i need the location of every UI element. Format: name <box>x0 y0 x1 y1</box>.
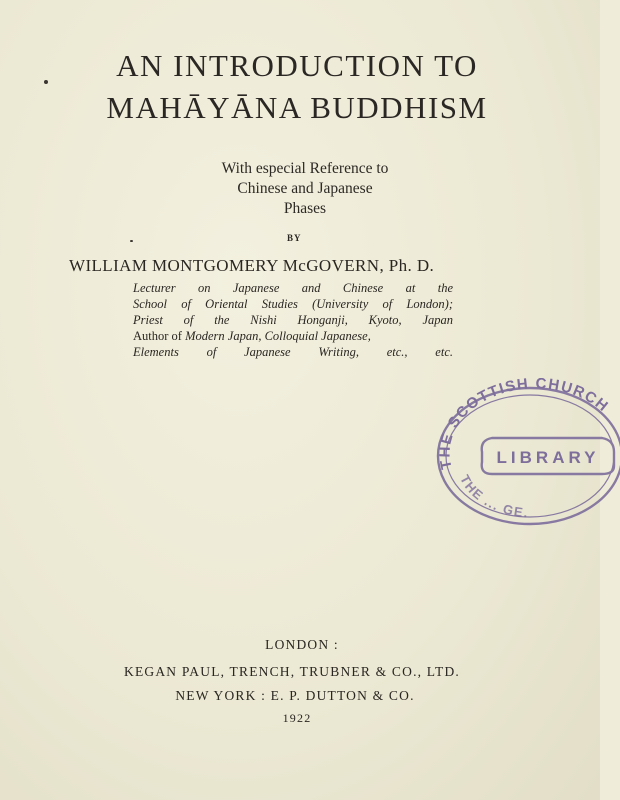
publication-year: 1922 <box>282 711 312 725</box>
credential-text: School of Oriental Studies (University of London); <box>133 297 453 311</box>
publisher-branch: NEW YORK : E. P. DUTTON & CO. <box>175 688 415 703</box>
publisher-city: LONDON : <box>265 637 339 652</box>
credential-text: Author of <box>133 329 186 343</box>
credential-text: Lecturer on Japanese and Chinese at the <box>133 281 453 295</box>
stamp-upper-text: THE SCOTTISH CHURCH <box>436 378 613 471</box>
book-title-line-2: MAHĀYĀNA BUDDHISM <box>106 90 488 125</box>
subtitle-line-3: Phases <box>283 200 327 217</box>
credential-line-4 <box>133 328 453 345</box>
credential-line-3 <box>133 312 453 329</box>
subtitle-line-2: Chinese and Japanese <box>237 180 373 197</box>
book-title-line-1: AN INTRODUCTION TO <box>116 48 478 83</box>
by-label: BY <box>287 233 302 243</box>
stamp-lower-text: THE ... GE. <box>457 472 530 521</box>
subtitle-line-1: With especial Reference to <box>221 160 389 177</box>
credential-text: Elements of Japanese Writing, etc., etc. <box>133 345 453 359</box>
credential-line-5 <box>133 344 453 361</box>
credential-line-1 <box>133 280 453 297</box>
author-name: WILLIAM MONTGOMERY McGOVERN, Ph. D. <box>69 256 435 275</box>
credential-text: Priest of the Nishi Honganji, Kyoto, Japan <box>133 313 453 327</box>
library-stamp <box>430 378 620 528</box>
stamp-center-text: LIBRARY <box>496 448 600 467</box>
publisher-name: KEGAN PAUL, TRENCH, TRUBNER & CO., LTD. <box>124 664 460 679</box>
credential-text-italic: Modern Japan, Colloquial Japanese, <box>185 329 371 343</box>
credential-line-2 <box>133 296 453 313</box>
ink-speck <box>130 240 133 242</box>
